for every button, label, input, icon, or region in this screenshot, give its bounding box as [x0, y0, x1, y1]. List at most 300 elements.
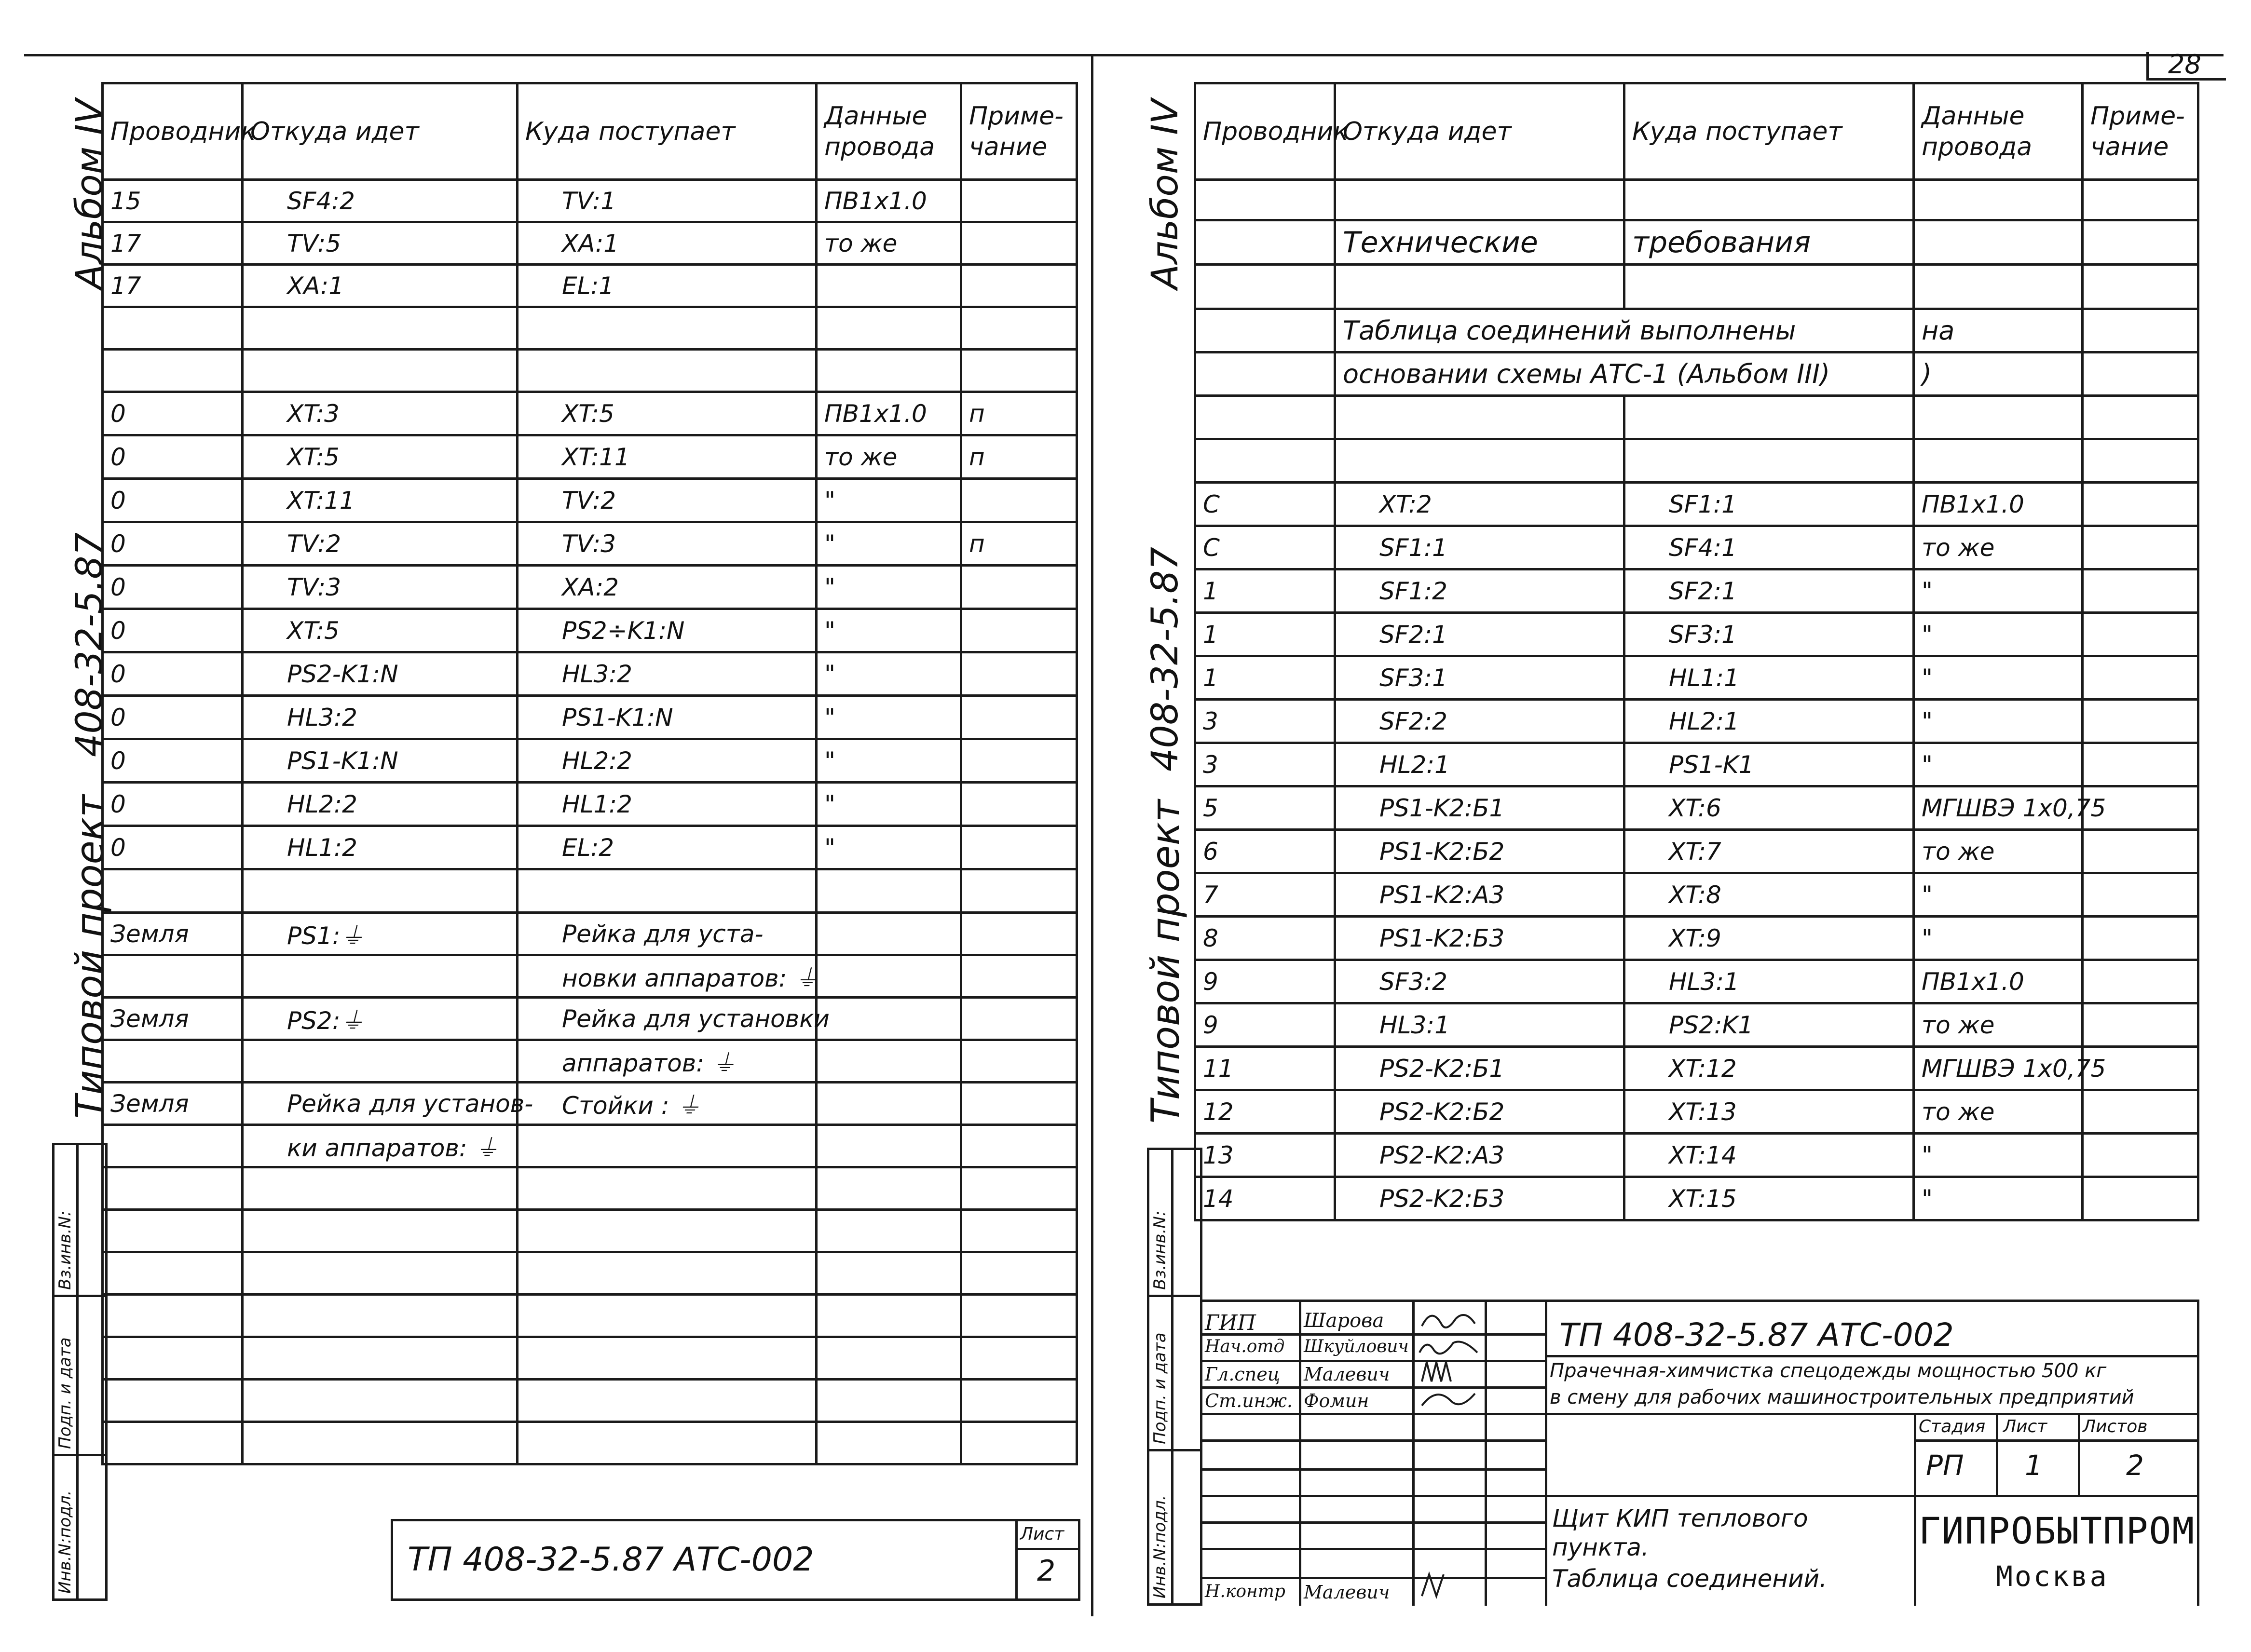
left-cell-wire-data: " — [817, 739, 961, 783]
stamp-sheets-label: Листов — [2083, 1417, 2148, 1436]
top-border-line — [24, 54, 2224, 56]
right-header-from: Откуда идет — [1335, 83, 1624, 180]
left-cell-to — [518, 1422, 817, 1464]
left-cell-to: TV:1 — [518, 180, 817, 222]
left-cell-note — [961, 566, 1077, 609]
stamp-org-name: ГИПРОБЫТПРОМ — [1919, 1509, 2196, 1552]
left-cell-from: TV:5 — [243, 222, 518, 265]
left-cell-from — [243, 1380, 518, 1422]
left-cell-wire-data — [817, 913, 961, 955]
left-cell-note — [961, 1380, 1077, 1422]
left-cell-from: SF4:2 — [243, 180, 518, 222]
right-cell-to: SF3:1 — [1624, 613, 1914, 656]
stamp-control-name: Малевич — [1304, 1582, 1390, 1603]
stamp-role-2: Гл.спец — [1205, 1364, 1281, 1385]
left-cell-wire-data: " — [817, 609, 961, 652]
right-cell-from: PS2-K2:Б3 — [1335, 1177, 1624, 1220]
left-cell-from — [243, 1210, 518, 1252]
right-title-block — [1200, 1300, 2199, 1606]
left-cell-note — [961, 1252, 1077, 1295]
left-cell-to: аппаратов: ⏚ — [518, 1040, 817, 1083]
left-cell-wire-data — [817, 1125, 961, 1167]
left-cell-conductor: 0 — [103, 566, 243, 609]
right-cell-wire-data: " — [1914, 700, 2083, 743]
left-cell-to — [518, 1380, 817, 1422]
stamp-name-2: Малевич — [1304, 1364, 1390, 1385]
right-cell-wire-data: ПВ1х1.0 — [1914, 483, 2083, 526]
left-stamp-sheet: 2 — [1037, 1554, 1056, 1588]
left-cell-note — [961, 350, 1077, 392]
table-row — [103, 998, 1077, 1040]
left-cell-conductor: 0 — [103, 609, 243, 652]
right-note-table-done: Таблица соединений выполнены — [1335, 309, 1914, 352]
right-cell-to: XT:9 — [1624, 917, 1914, 960]
right-cell-note — [2083, 613, 2198, 656]
left-cell-conductor: Земля — [103, 913, 243, 955]
table-row — [103, 1422, 1077, 1464]
left-cell-wire-data — [817, 1295, 961, 1337]
left-cell-to: XT:11 — [518, 435, 817, 479]
left-cell-from: Рейка для установ- — [243, 1083, 518, 1125]
right-header-conductor: Проводник — [1195, 83, 1335, 180]
right-note-technical: Технические — [1335, 220, 1624, 265]
left-cell-to: XT:5 — [518, 392, 817, 435]
left-cell-conductor: 0 — [103, 479, 243, 522]
left-cell-note — [961, 739, 1077, 783]
left-header-note: Приме-чание — [961, 83, 1077, 180]
page-number-box — [2146, 49, 2226, 81]
left-cell-conductor: 0 — [103, 739, 243, 783]
right-cell-note — [2083, 960, 2198, 1003]
table-row — [1195, 960, 2198, 1003]
left-cell-wire-data — [817, 350, 961, 392]
right-cell-to: HL1:1 — [1624, 656, 1914, 700]
right-cell-to: HL3:1 — [1624, 960, 1914, 1003]
left-header-conductor: Проводник — [103, 83, 243, 180]
table-row — [103, 739, 1077, 783]
right-cell-note — [2083, 1177, 2198, 1220]
left-sign-date-label: Подп. и дата — [55, 1337, 75, 1449]
right-header-to: Куда поступает — [1624, 83, 1914, 180]
right-cell-to: SF1:1 — [1624, 483, 1914, 526]
left-cell-conductor: 0 — [103, 522, 243, 566]
table-row — [103, 479, 1077, 522]
left-cell-wire-data: ПВ1х1.0 — [817, 392, 961, 435]
right-connections-table — [1194, 82, 2199, 1221]
left-inv-zam-label: Вз.инв.N: — [55, 1210, 75, 1290]
table-row — [103, 1337, 1077, 1380]
left-cell-from: XA:1 — [243, 265, 518, 307]
table-row — [103, 1083, 1077, 1125]
left-cell-from: HL3:2 — [243, 696, 518, 739]
left-cell-note — [961, 1422, 1077, 1464]
right-cell-conductor: 11 — [1195, 1047, 1335, 1090]
left-cell-conductor — [103, 1337, 243, 1380]
left-cell-note — [961, 783, 1077, 826]
right-cell-from: SF2:1 — [1335, 613, 1624, 656]
left-cell-wire-data: " — [817, 783, 961, 826]
left-side-stamp — [52, 1143, 108, 1601]
right-cell-note — [2083, 700, 2198, 743]
table-row — [103, 265, 1077, 307]
right-cell-to: XT:13 — [1624, 1090, 1914, 1134]
table-row — [103, 826, 1077, 869]
left-cell-to — [518, 1167, 817, 1210]
right-cell-to: XT:7 — [1624, 830, 1914, 873]
left-cell-from — [243, 307, 518, 350]
left-cell-from: HL2:2 — [243, 783, 518, 826]
left-cell-conductor — [103, 307, 243, 350]
left-cell-wire-data: " — [817, 826, 961, 869]
right-note-paren: ) — [1914, 352, 2083, 396]
left-cell-note — [961, 652, 1077, 696]
right-cell-from: SF3:1 — [1335, 656, 1624, 700]
sheet-separator — [1091, 54, 1093, 1616]
right-cell-to: HL2:1 — [1624, 700, 1914, 743]
stamp-control-role: Н.контр — [1205, 1582, 1285, 1601]
left-cell-note — [961, 869, 1077, 913]
right-cell-wire-data: " — [1914, 569, 2083, 613]
right-cell-conductor: 8 — [1195, 917, 1335, 960]
stamp-object-line2: в смену для рабочих машиностроительных предприятий — [1550, 1386, 2134, 1408]
table-row — [1195, 483, 2198, 526]
left-cell-note — [961, 1167, 1077, 1210]
left-cell-note: п — [961, 522, 1077, 566]
left-cell-wire-data — [817, 1337, 961, 1380]
left-cell-to — [518, 1125, 817, 1167]
right-cell-wire-data: то же — [1914, 1003, 2083, 1047]
left-cell-note — [961, 826, 1077, 869]
left-cell-note: п — [961, 435, 1077, 479]
right-inv-zam-label: Вз.инв.N: — [1150, 1210, 1170, 1290]
left-cell-wire-data — [817, 1083, 961, 1125]
table-row — [103, 222, 1077, 265]
table-row — [1195, 830, 2198, 873]
left-cell-to — [518, 869, 817, 913]
table-row — [103, 1295, 1077, 1337]
left-cell-conductor: 17 — [103, 222, 243, 265]
stamp-object-line1: Прачечная-химчистка спецодежды мощностью 500 кг — [1550, 1360, 2107, 1382]
right-album-label: Альбом IV — [1143, 99, 1186, 289]
right-cell-from: PS1-K2:Б3 — [1335, 917, 1624, 960]
table-row — [1195, 569, 2198, 613]
left-cell-from: XT:5 — [243, 609, 518, 652]
left-cell-conductor — [103, 1040, 243, 1083]
table-row — [103, 566, 1077, 609]
stamp-sheet: 1 — [2025, 1449, 2043, 1482]
left-cell-to — [518, 1210, 817, 1252]
left-album-label: Альбом IV — [68, 99, 110, 289]
table-row — [103, 180, 1077, 222]
table-row — [103, 869, 1077, 913]
right-cell-from: SF1:2 — [1335, 569, 1624, 613]
right-cell-conductor: 9 — [1195, 1003, 1335, 1047]
stamp-title-line1: Щит КИП теплового — [1552, 1504, 1808, 1532]
right-cell-to: XT:8 — [1624, 873, 1914, 917]
right-cell-wire-data: ПВ1х1.0 — [1914, 960, 2083, 1003]
left-cell-to: TV:3 — [518, 522, 817, 566]
right-cell-conductor: 1 — [1195, 569, 1335, 613]
left-cell-conductor: Земля — [103, 1083, 243, 1125]
left-cell-to — [518, 1252, 817, 1295]
left-cell-wire-data — [817, 1422, 961, 1464]
left-cell-from — [243, 1337, 518, 1380]
left-cell-to: XA:1 — [518, 222, 817, 265]
right-cell-wire-data: " — [1914, 917, 2083, 960]
right-cell-from: SF2:2 — [1335, 700, 1624, 743]
left-cell-from: TV:2 — [243, 522, 518, 566]
left-cell-note — [961, 913, 1077, 955]
left-cell-conductor: 0 — [103, 392, 243, 435]
left-cell-from — [243, 1422, 518, 1464]
left-cell-note — [961, 265, 1077, 307]
right-cell-conductor: 1 — [1195, 656, 1335, 700]
table-row — [103, 435, 1077, 479]
table-row — [103, 652, 1077, 696]
left-cell-note: п — [961, 392, 1077, 435]
right-cell-from: PS2-K2:A3 — [1335, 1134, 1624, 1177]
right-cell-wire-data: " — [1914, 1177, 2083, 1220]
left-cell-wire-data: то же — [817, 435, 961, 479]
left-cell-to — [518, 307, 817, 350]
table-row — [103, 1252, 1077, 1295]
table-row — [103, 350, 1077, 392]
left-cell-from: TV:3 — [243, 566, 518, 609]
stamp-title-line2: пункта. — [1552, 1533, 1649, 1561]
right-cell-to: XT:15 — [1624, 1177, 1914, 1220]
left-cell-note — [961, 696, 1077, 739]
left-cell-conductor — [103, 1380, 243, 1422]
left-cell-from — [243, 1252, 518, 1295]
left-cell-note — [961, 479, 1077, 522]
right-inv-orig-label: Инв.N:подл. — [1150, 1495, 1170, 1598]
left-cell-note — [961, 955, 1077, 998]
stamp-title-line3: Таблица соединений. — [1552, 1565, 1827, 1593]
table-row — [1195, 743, 2198, 786]
left-cell-note — [961, 222, 1077, 265]
left-cell-wire-data: " — [817, 652, 961, 696]
right-header-note: Приме-чание — [2083, 83, 2198, 180]
right-cell-note — [2083, 1134, 2198, 1177]
right-cell-conductor: 1 — [1195, 613, 1335, 656]
right-cell-to: PS2:K1 — [1624, 1003, 1914, 1047]
left-cell-from — [243, 350, 518, 392]
right-cell-conductor: C — [1195, 526, 1335, 569]
right-cell-to: SF4:1 — [1624, 526, 1914, 569]
left-cell-wire-data: то же — [817, 222, 961, 265]
left-cell-to: Рейка для установки — [518, 998, 817, 1040]
right-cell-note — [2083, 1003, 2198, 1047]
left-cell-from: ки аппаратов: ⏚ — [243, 1125, 518, 1167]
table-row — [103, 1210, 1077, 1252]
table-row — [103, 1380, 1077, 1422]
left-cell-from — [243, 1167, 518, 1210]
right-cell-note — [2083, 569, 2198, 613]
left-cell-from: XT:11 — [243, 479, 518, 522]
left-cell-to: TV:2 — [518, 479, 817, 522]
left-cell-wire-data — [817, 307, 961, 350]
left-cell-to: Стойки : ⏚ — [518, 1083, 817, 1125]
left-cell-wire-data — [817, 265, 961, 307]
right-cell-wire-data: то же — [1914, 1090, 2083, 1134]
right-cell-to: SF2:1 — [1624, 569, 1914, 613]
table-row — [1195, 1177, 2198, 1220]
left-cell-wire-data: " — [817, 522, 961, 566]
table-row — [1195, 700, 2198, 743]
left-cell-wire-data — [817, 955, 961, 998]
right-cell-to: XT:6 — [1624, 786, 1914, 830]
table-row — [103, 1167, 1077, 1210]
left-cell-to: HL2:2 — [518, 739, 817, 783]
left-cell-note — [961, 998, 1077, 1040]
right-cell-from: HL3:1 — [1335, 1003, 1624, 1047]
left-cell-conductor: 0 — [103, 783, 243, 826]
left-cell-from — [243, 955, 518, 998]
left-cell-wire-data — [817, 1380, 961, 1422]
left-cell-conductor: Земля — [103, 998, 243, 1040]
right-cell-conductor: 5 — [1195, 786, 1335, 830]
right-cell-wire-data: " — [1914, 873, 2083, 917]
left-cell-from — [243, 869, 518, 913]
stamp-role-3: Ст.инж. — [1205, 1390, 1293, 1411]
left-cell-conductor — [103, 1125, 243, 1167]
right-cell-from: PS1-K2:A3 — [1335, 873, 1624, 917]
left-header-from: Откуда идет — [243, 83, 518, 180]
right-cell-conductor: 7 — [1195, 873, 1335, 917]
right-cell-wire-data: то же — [1914, 830, 2083, 873]
left-cell-conductor — [103, 1422, 243, 1464]
right-cell-wire-data: то же — [1914, 526, 2083, 569]
left-cell-from: PS2:⏚ — [243, 998, 518, 1040]
right-cell-from: SF1:1 — [1335, 526, 1624, 569]
left-cell-to — [518, 350, 817, 392]
left-cell-conductor: 0 — [103, 652, 243, 696]
left-project-label: Типовой проект — [68, 795, 112, 1119]
left-cell-to: XA:2 — [518, 566, 817, 609]
table-row — [103, 1040, 1077, 1083]
right-cell-conductor: 9 — [1195, 960, 1335, 1003]
left-cell-conductor: 0 — [103, 826, 243, 869]
left-cell-wire-data — [817, 1252, 961, 1295]
right-cell-wire-data: " — [1914, 743, 2083, 786]
left-cell-note — [961, 1040, 1077, 1083]
left-cell-to: PS2÷K1:N — [518, 609, 817, 652]
left-cell-to: Рейка для уста- — [518, 913, 817, 955]
left-stamp-sheet-label: Лист — [1020, 1524, 1064, 1544]
right-cell-note — [2083, 656, 2198, 700]
right-note-requirements: требования — [1624, 220, 1914, 265]
left-cell-from: HL1:2 — [243, 826, 518, 869]
left-cell-wire-data — [817, 998, 961, 1040]
table-row — [103, 783, 1077, 826]
table-row — [1195, 526, 2198, 569]
left-cell-conductor — [103, 1210, 243, 1252]
left-cell-from: XT:3 — [243, 392, 518, 435]
table-row — [103, 955, 1077, 998]
left-cell-wire-data — [817, 869, 961, 913]
left-cell-to — [518, 1337, 817, 1380]
right-cell-to: XT:12 — [1624, 1047, 1914, 1090]
right-cell-from: PS1-K2:Б1 — [1335, 786, 1624, 830]
right-cell-to: PS1-K1 — [1624, 743, 1914, 786]
right-cell-wire-data: " — [1914, 613, 2083, 656]
stamp-stage: РП — [1926, 1449, 1964, 1482]
left-cell-from: PS1-K1:N — [243, 739, 518, 783]
stamp-stage-label: Стадия — [1919, 1417, 1986, 1436]
stamp-city: Москва — [1996, 1560, 2109, 1593]
table-row — [1195, 1047, 2198, 1090]
left-cell-conductor — [103, 1252, 243, 1295]
left-cell-to: EL:2 — [518, 826, 817, 869]
stamp-role-0: ГИП — [1205, 1311, 1256, 1335]
left-cell-note — [961, 1295, 1077, 1337]
left-cell-from: PS1:⏚ — [243, 913, 518, 955]
left-inv-orig-label: Инв.N:подл. — [55, 1490, 75, 1594]
left-cell-note — [961, 1125, 1077, 1167]
right-cell-wire-data: " — [1914, 1134, 2083, 1177]
table-row — [1195, 1003, 2198, 1047]
left-stamp — [391, 1519, 1080, 1601]
page-number: 28 — [2168, 49, 2201, 80]
left-cell-note — [961, 1337, 1077, 1380]
left-cell-wire-data — [817, 1040, 961, 1083]
right-cell-from: PS2-K2:Б1 — [1335, 1047, 1624, 1090]
right-cell-note — [2083, 1090, 2198, 1134]
left-cell-wire-data: " — [817, 479, 961, 522]
right-cell-conductor: 12 — [1195, 1090, 1335, 1134]
right-project-label: Типовой проект — [1143, 799, 1188, 1124]
stamp-sheets: 2 — [2126, 1449, 2144, 1482]
stamp-role-1: Нач.отд — [1205, 1337, 1285, 1356]
left-cell-conductor — [103, 1295, 243, 1337]
right-cell-conductor: C — [1195, 483, 1335, 526]
left-cell-from — [243, 1040, 518, 1083]
left-cell-conductor — [103, 350, 243, 392]
table-row — [103, 696, 1077, 739]
left-cell-wire-data: ПВ1х1.0 — [817, 180, 961, 222]
table-row — [103, 1125, 1077, 1167]
right-note-basis: основании схемы АТС-1 (Альбом III) — [1335, 352, 1914, 396]
left-stamp-code: ТП 408-32-5.87 АТС-002 — [408, 1541, 814, 1579]
right-note-on: на — [1914, 309, 2083, 352]
left-header-to: Куда поступает — [518, 83, 817, 180]
left-cell-conductor: 15 — [103, 180, 243, 222]
right-cell-note — [2083, 483, 2198, 526]
right-cell-conductor: 13 — [1195, 1134, 1335, 1177]
right-cell-note — [2083, 830, 2198, 873]
right-sign-date-label: Подп. и дата — [1150, 1332, 1170, 1444]
table-row — [1195, 917, 2198, 960]
left-cell-from: XT:5 — [243, 435, 518, 479]
stamp-name-0: Шарова — [1304, 1310, 1384, 1332]
left-cell-note — [961, 1210, 1077, 1252]
right-cell-note — [2083, 743, 2198, 786]
table-row — [1195, 786, 2198, 830]
stamp-name-1: Шкуйлович — [1304, 1337, 1409, 1356]
right-cell-wire-data: " — [1914, 656, 2083, 700]
right-cell-from: PS2-K2:Б2 — [1335, 1090, 1624, 1134]
left-cell-conductor — [103, 869, 243, 913]
right-cell-from: XT:2 — [1335, 483, 1624, 526]
left-cell-from: PS2-K1:N — [243, 652, 518, 696]
left-cell-conductor: 0 — [103, 435, 243, 479]
stamp-sheet-label: Лист — [2003, 1417, 2047, 1436]
table-row — [1195, 1134, 2198, 1177]
left-cell-conductor: 0 — [103, 696, 243, 739]
left-cell-wire-data: " — [817, 566, 961, 609]
left-cell-conductor — [103, 1167, 243, 1210]
table-row — [1195, 873, 2198, 917]
